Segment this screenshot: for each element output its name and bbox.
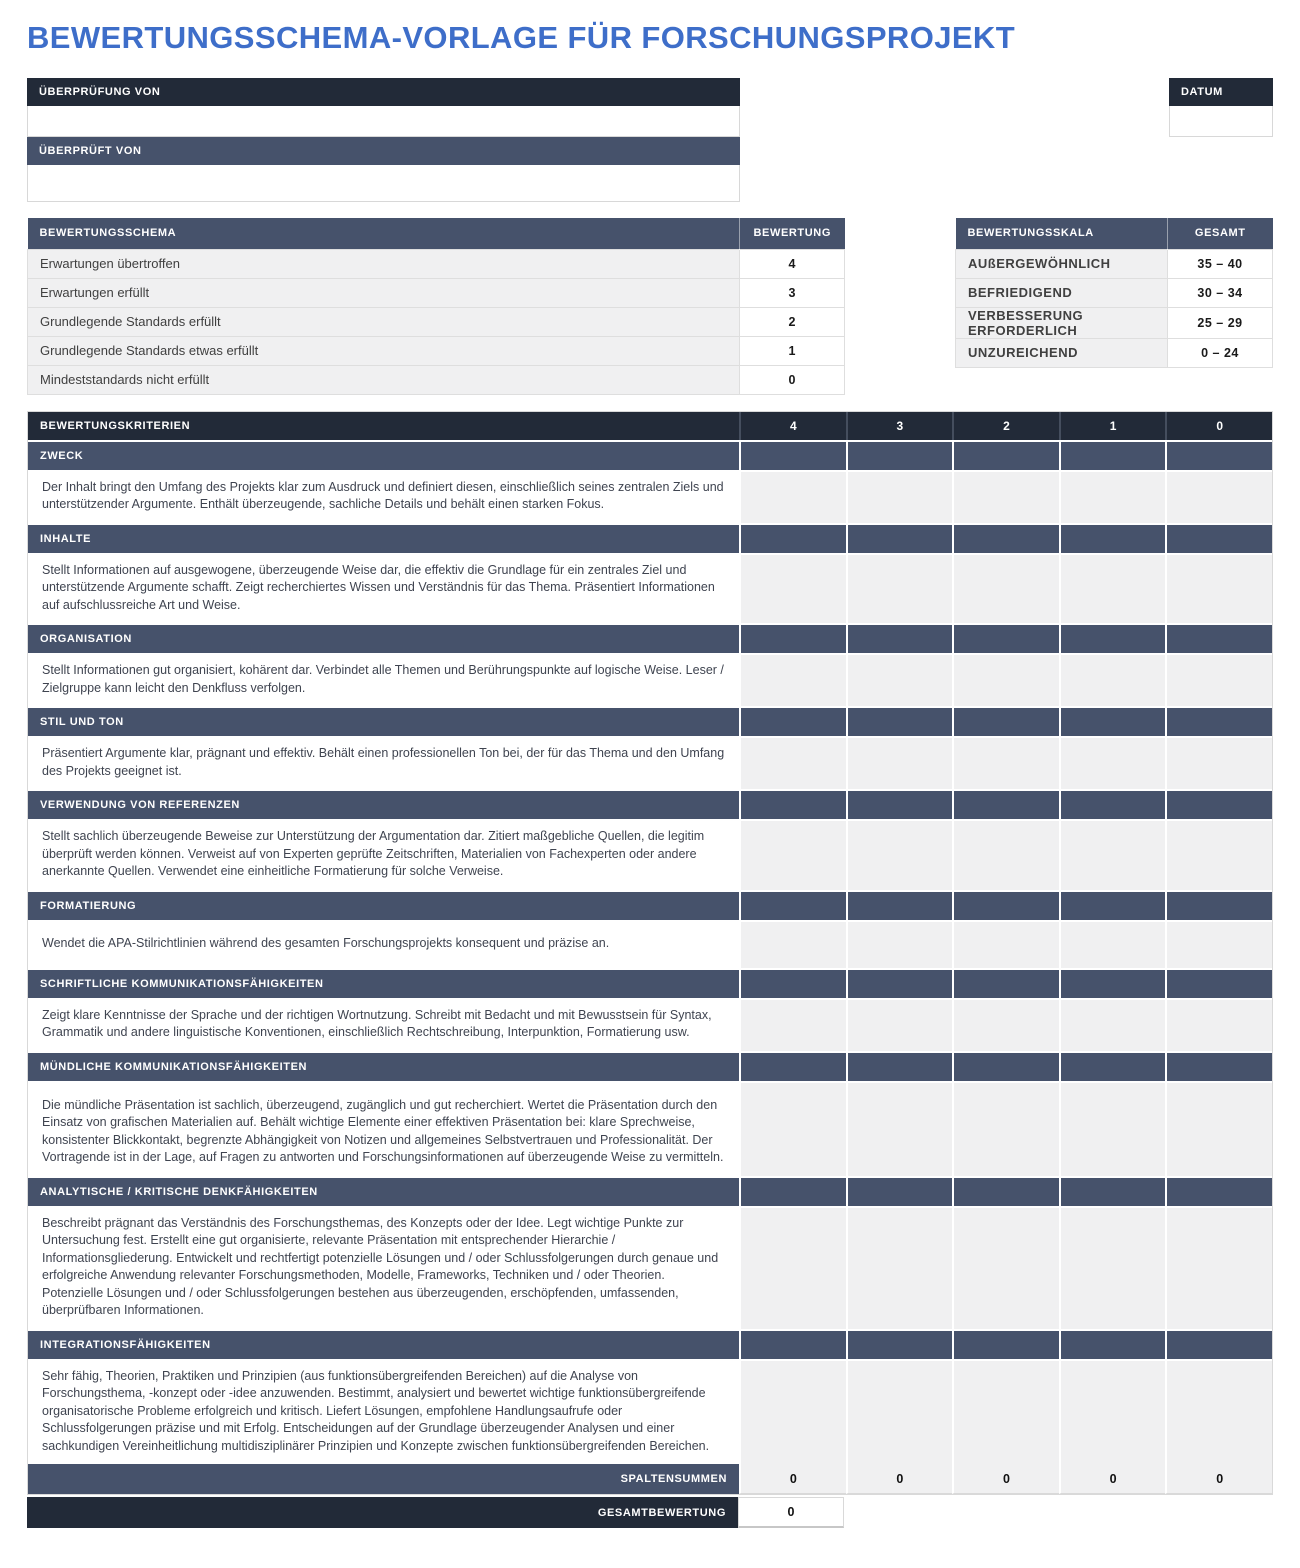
score-input-cell[interactable] (1165, 738, 1272, 789)
scale-range: 35 – 40 (1168, 249, 1273, 278)
scheme-row (28, 278, 845, 307)
section-header-score-cell (952, 442, 1059, 470)
section-header-score-cell (952, 791, 1059, 819)
section-header-score-cell (846, 1053, 953, 1081)
scale-row (956, 307, 1273, 338)
score-input-cell[interactable] (952, 922, 1059, 968)
scheme-score: 3 (740, 278, 845, 307)
section-header-score-cell (952, 1178, 1059, 1206)
page-title: BEWERTUNGSSCHEMA-VORLAGE FÜR FORSCHUNGSPROJEKT (27, 20, 1016, 55)
scale-header-total: GESAMT (1168, 218, 1273, 249)
score-input-cell[interactable] (846, 555, 953, 624)
scheme-label: Erwartungen übertroffen (28, 249, 740, 278)
review-by-label: ÜBERPRÜFUNG VON (27, 78, 740, 106)
score-input-cell[interactable] (846, 922, 953, 968)
scheme-row (28, 249, 845, 278)
criteria-table (27, 411, 1273, 1496)
score-input-cell[interactable] (952, 1361, 1059, 1465)
score-input-cell[interactable] (1059, 1208, 1166, 1329)
column-sums-row (28, 1464, 1272, 1494)
scheme-label: Mindeststandards nicht erfüllt (28, 365, 740, 394)
section-title: INHALTE (28, 525, 739, 553)
criteria-section-stil-und-ton (28, 706, 1272, 789)
score-input-cell[interactable] (1165, 821, 1272, 890)
scheme-label: Grundlegende Standards erfüllt (28, 307, 740, 336)
section-header-score-cell (1165, 791, 1272, 819)
scale-label: UNZUREICHEND (956, 338, 1168, 367)
section-header-score-cell (952, 625, 1059, 653)
scheme-score: 1 (740, 336, 845, 365)
score-input-cell[interactable] (1165, 1361, 1272, 1465)
section-description: Sehr fähig, Theorien, Praktiken und Prinzipien (aus funktionsübergreifenden Bereichen) auf die Analyse von Forschungsthema, -konzept oder -idee anzuwenden. Bestimmt, analysiert und bewertet wichtige funktionsübergreifende organisatorische Probleme erfolgreich und kritisch. Liefert Lösungen, empfohlene Handlungsaufrufe oder Schlussfolgerungen präzise und mit Erfolg. Entscheidungen auf der Grundlage überzeugender Analysen und einer sachkundigen Vereinheitlichung multidisziplinärer Prinzipien und Konzepte zwischen funktionsübergreifenden Bereichen. (28, 1361, 739, 1465)
criteria-section-inhalte (28, 523, 1272, 624)
section-header-score-cell (1059, 791, 1166, 819)
section-header-score-cell (1165, 1178, 1272, 1206)
section-header-score-cell (739, 791, 846, 819)
section-header-score-cell (739, 892, 846, 920)
score-column-header: 2 (952, 412, 1059, 440)
criteria-section-formatierung (28, 890, 1272, 968)
section-description: Zeigt klare Kenntnisse der Sprache und der richtigen Wortnutzung. Schreibt mit Bedacht und mit Bewusstsein für Syntax, Grammatik und andere linguistische Konventionen, einschließlich Rechtschreibung, Interpunktion, Formatierung usw. (28, 1000, 739, 1051)
score-input-cell[interactable] (1165, 1000, 1272, 1051)
section-header-score-cell (952, 708, 1059, 736)
score-input-cell[interactable] (1059, 922, 1166, 968)
scheme-label: Grundlegende Standards etwas erfüllt (28, 336, 740, 365)
section-header-score-cell (739, 625, 846, 653)
criteria-section-schriftliche-kommunikation (28, 968, 1272, 1051)
score-input-cell[interactable] (739, 922, 846, 968)
section-header-score-cell (952, 525, 1059, 553)
score-input-cell[interactable] (1165, 655, 1272, 706)
section-description: Stellt sachlich überzeugende Beweise zur Unterstützung der Argumentation dar. Zitiert maßgebliche Quellen, die legitim überprüft werden können. Verweist auf von Experten geprüfte Zeitschriften, Materialien von Fachexperten oder andere anerkannte Quellen. Verwendet eine einheitliche Formatierung für solche Verweise. (28, 821, 739, 890)
column-sum-value: 0 (739, 1464, 846, 1494)
section-header-score-cell (846, 892, 953, 920)
score-input-cell[interactable] (952, 655, 1059, 706)
scoring-scheme-table (27, 218, 845, 395)
section-title: VERWENDUNG VON REFERENZEN (28, 791, 739, 819)
score-column-header: 4 (739, 412, 846, 440)
section-header-score-cell (846, 970, 953, 998)
section-header-score-cell (952, 1053, 1059, 1081)
scheme-row (28, 336, 845, 365)
date-label: DATUM (1169, 78, 1273, 106)
scale-range: 0 – 24 (1168, 338, 1273, 367)
section-title: ZWECK (28, 442, 739, 470)
score-input-cell[interactable] (1165, 1208, 1272, 1329)
section-description: Stellt Informationen gut organisiert, kohärent dar. Verbindet alle Themen und Berührungspunkte auf logische Weise. Leser / Zielgruppe kann leicht den Denkfluss verfolgen. (28, 655, 739, 706)
rating-scale-table (955, 218, 1273, 368)
summary-tables (27, 218, 1273, 395)
section-header-score-cell (846, 442, 953, 470)
date-input[interactable] (1169, 106, 1273, 137)
criteria-section-zweck (28, 440, 1272, 523)
section-header-score-cell (952, 970, 1059, 998)
score-input-cell[interactable] (739, 1083, 846, 1176)
score-input-cell[interactable] (1165, 555, 1272, 624)
score-input-cell[interactable] (846, 1208, 953, 1329)
column-sum-value: 0 (1165, 1464, 1272, 1494)
column-sums-label: SPALTENSUMMEN (28, 1464, 739, 1494)
section-header-score-cell (1165, 970, 1272, 998)
score-input-cell[interactable] (1059, 1000, 1166, 1051)
score-input-cell[interactable] (846, 738, 953, 789)
reviewer-block (27, 78, 740, 202)
section-title: STIL UND TON (28, 708, 739, 736)
section-description: Wendet die APA-Stilrichtlinien während des gesamten Forschungsprojekts konsequent und präzise an. (28, 922, 739, 968)
section-header-score-cell (1165, 625, 1272, 653)
scale-label: BEFRIEDIGEND (956, 278, 1168, 307)
score-input-cell[interactable] (952, 555, 1059, 624)
section-header-score-cell (739, 708, 846, 736)
score-input-cell[interactable] (846, 1083, 953, 1176)
section-header-score-cell (952, 892, 1059, 920)
section-title: INTEGRATIONSFÄHIGKEITEN (28, 1331, 739, 1359)
score-input-cell[interactable] (739, 738, 846, 789)
scale-row (956, 278, 1273, 307)
column-sum-value: 0 (846, 1464, 953, 1494)
section-header-score-cell (1059, 708, 1166, 736)
section-header-score-cell (1059, 442, 1166, 470)
date-block (1169, 78, 1273, 137)
scale-header-name: BEWERTUNGSSKALA (956, 218, 1168, 249)
scheme-label: Erwartungen erfüllt (28, 278, 740, 307)
score-input-cell[interactable] (1165, 922, 1272, 968)
scale-label: AUßERGEWÖHNLICH (956, 249, 1168, 278)
section-header-score-cell (739, 1331, 846, 1359)
section-header-score-cell (846, 1331, 953, 1359)
section-header-score-cell (1059, 970, 1166, 998)
section-header-score-cell (1059, 1178, 1166, 1206)
section-description: Die mündliche Präsentation ist sachlich, überzeugend, zugänglich und gut recherchiert. Wertet die Präsentation durch den Einsatz von grafischen Materialien auf. Behält wichtige Elemente einer effektiven Präsentation bei: klare Sprechweise, konsistenter Blickkontakt, begrenzte Abhängigkeit von Notizen und allgemeines Selbstvertrauen und Professionalität. Der Vortragende ist in der Lage, auf Fragen zu antworten und Forschungsinformationen auf überzeugende Weise zu vermitteln. (28, 1083, 739, 1176)
scale-range: 30 – 34 (1168, 278, 1273, 307)
column-sum-value: 0 (952, 1464, 1059, 1494)
scheme-score: 2 (740, 307, 845, 336)
score-input-cell[interactable] (1165, 472, 1272, 523)
scale-row (956, 249, 1273, 278)
score-input-cell[interactable] (846, 472, 953, 523)
section-header-score-cell (739, 1053, 846, 1081)
section-header-score-cell (1059, 525, 1166, 553)
section-header-score-cell (846, 791, 953, 819)
section-header-score-cell (1059, 625, 1166, 653)
score-input-cell[interactable] (952, 472, 1059, 523)
section-header-score-cell (846, 708, 953, 736)
section-header-score-cell (846, 525, 953, 553)
criteria-section-muendliche-kommunikation (28, 1051, 1272, 1176)
criteria-section-analytische-denkfaehigkeiten (28, 1176, 1272, 1329)
score-input-cell[interactable] (1059, 821, 1166, 890)
section-header-score-cell (739, 442, 846, 470)
scheme-header-score: BEWERTUNG (740, 218, 845, 249)
score-column-header: 1 (1059, 412, 1166, 440)
section-title: ORGANISATION (28, 625, 739, 653)
section-description: Stellt Informationen auf ausgewogene, überzeugende Weise dar, die effektiv die Grundlage für ein zentrales Ziel und unterstützende Argumente schafft. Zeigt recherchiertes Wissen und Verständnis für das Thema. Präsentiert Informationen auf aufschlussreiche Art und Weise. (28, 555, 739, 624)
section-title: SCHRIFTLICHE KOMMUNIKATIONSFÄHIGKEITEN (28, 970, 739, 998)
grand-total-row (27, 1497, 1273, 1528)
scheme-header-name: BEWERTUNGSSCHEMA (28, 218, 740, 249)
score-input-cell[interactable] (739, 1000, 846, 1051)
verified-by-input[interactable] (27, 165, 740, 202)
scheme-score: 4 (740, 249, 845, 278)
section-header-score-cell (846, 625, 953, 653)
section-description: Präsentiert Argumente klar, prägnant und effektiv. Behält einen professionellen Ton bei, der für das Thema und den Umfang des Projekts geeignet ist. (28, 738, 739, 789)
section-header-score-cell (1059, 892, 1166, 920)
column-sum-value: 0 (1059, 1464, 1166, 1494)
section-header-score-cell (739, 1178, 846, 1206)
review-by-input[interactable] (27, 106, 740, 137)
criteria-header-label: BEWERTUNGSKRITERIEN (28, 412, 739, 440)
score-input-cell[interactable] (846, 655, 953, 706)
score-column-header: 0 (1165, 412, 1272, 440)
section-header-score-cell (739, 525, 846, 553)
score-input-cell[interactable] (739, 1361, 846, 1465)
score-input-cell[interactable] (739, 555, 846, 624)
score-input-cell[interactable] (739, 655, 846, 706)
section-header-score-cell (846, 1178, 953, 1206)
score-input-cell[interactable] (952, 738, 1059, 789)
grand-total-value: 0 (738, 1497, 844, 1528)
criteria-section-organisation (28, 623, 1272, 706)
section-description: Der Inhalt bringt den Umfang des Projekts klar zum Ausdruck und definiert diesen, einschließlich seines zentralen Ziels und unterstützender Argumente. Enthält überzeugende, sachliche Details und behält einen starken Fokus. (28, 472, 739, 523)
section-title: FORMATIERUNG (28, 892, 739, 920)
section-header-score-cell (1165, 442, 1272, 470)
verified-by-label: ÜBERPRÜFT VON (27, 137, 740, 165)
score-input-cell[interactable] (952, 1083, 1059, 1176)
scheme-score: 0 (740, 365, 845, 394)
score-column-header: 3 (846, 412, 953, 440)
grand-total-label: GESAMTBEWERTUNG (27, 1497, 738, 1528)
section-header-score-cell (1165, 892, 1272, 920)
criteria-section-referenzen (28, 789, 1272, 890)
section-header-score-cell (1165, 1053, 1272, 1081)
score-input-cell[interactable] (846, 821, 953, 890)
scale-label: VERBESSERUNG ERFORDERLICH (956, 307, 1168, 338)
score-input-cell[interactable] (1059, 555, 1166, 624)
scheme-row (28, 307, 845, 336)
criteria-section-integrationsfaehigkeiten (28, 1329, 1272, 1465)
score-input-cell[interactable] (952, 1208, 1059, 1329)
score-input-cell[interactable] (846, 1361, 953, 1465)
score-input-cell[interactable] (1059, 472, 1166, 523)
section-description: Beschreibt prägnant das Verständnis des Forschungsthemas, des Konzepts oder der Idee. Legt wichtige Punkte zur Untersuchung fest. Erstellt eine gut organisierte, relevante Präsentation mit entsprechender Hierarchie / Informationsgliederung. Entwickelt und rechtfertigt potenzielle Lösungen und / oder Schlussfolgerungen durch genaue und erfolgreiche Anwendung relevanter Forschungsmethoden, Modelle, Frameworks, Techniken und / oder Theorien. Potenzielle Lösungen und / oder Schlussfolgerungen bestehen aus überzeugenden, erschöpfenden, umfassenden, überprüfbaren Informationen. (28, 1208, 739, 1329)
scheme-row (28, 365, 845, 394)
section-header-score-cell (739, 970, 846, 998)
score-input-cell[interactable] (1165, 1083, 1272, 1176)
section-title: MÜNDLICHE KOMMUNIKATIONSFÄHIGKEITEN (28, 1053, 739, 1081)
section-header-score-cell (1165, 525, 1272, 553)
scale-range: 25 – 29 (1168, 307, 1273, 338)
score-input-cell[interactable] (1059, 655, 1166, 706)
section-header-score-cell (952, 1331, 1059, 1359)
section-header-score-cell (1165, 708, 1272, 736)
section-header-score-cell (1059, 1331, 1166, 1359)
score-input-cell[interactable] (1059, 738, 1166, 789)
score-input-cell[interactable] (1059, 1361, 1166, 1465)
section-header-score-cell (1059, 1053, 1166, 1081)
scale-row (956, 338, 1273, 367)
top-fields (27, 78, 1273, 202)
criteria-header-row (28, 412, 1272, 440)
score-input-cell[interactable] (739, 1208, 846, 1329)
score-input-cell[interactable] (1059, 1083, 1166, 1176)
section-title: ANALYTISCHE / KRITISCHE DENKFÄHIGKEITEN (28, 1178, 739, 1206)
score-input-cell[interactable] (739, 821, 846, 890)
score-input-cell[interactable] (846, 1000, 953, 1051)
score-input-cell[interactable] (952, 821, 1059, 890)
score-input-cell[interactable] (952, 1000, 1059, 1051)
score-input-cell[interactable] (739, 472, 846, 523)
section-header-score-cell (1165, 1331, 1272, 1359)
